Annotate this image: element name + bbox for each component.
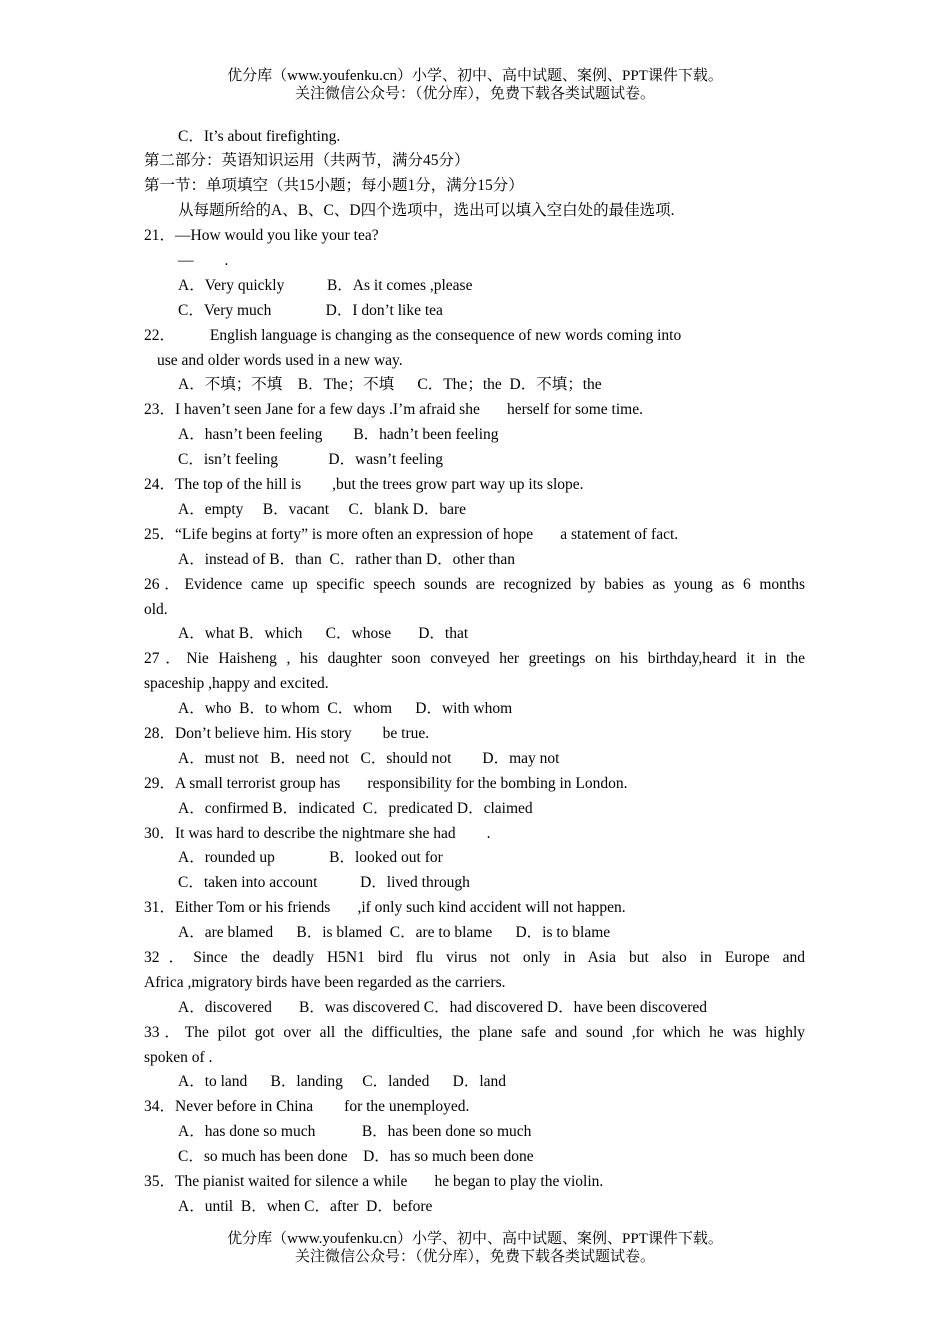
question-33-options: A．to land B．landing C．landed D．land [178,1073,507,1090]
question-22-options: A．不填；不填 B．The；不填 C．The；the D．不填；the [178,376,602,393]
question-25: 25．“Life begins at forty” is more often an expression of hope a statement of fact. [144,526,679,543]
question-35: 35．The pianist waited for silence a while he began to play the violin. [144,1173,604,1190]
question-24-options: A．empty B．vacant C．blank D．bare [178,501,466,518]
question-31-options: A．are blamed B．is blamed C．are to blame D．is to blame [178,924,611,941]
question-27: 27．Nie Haisheng , his daughter soon conveyed her greetings on his birthday,heard it in the [144,650,805,667]
question-23: 23．I haven’t seen Jane for a few days .I’m afraid she herself for some time. [144,401,643,418]
section-heading: 第二部分：英语知识运用（共两节，满分45分） [144,152,470,169]
question-33: 33．The pilot got over all the difficulties, the plane safe and sound ,for which he was highly [144,1024,805,1041]
question-30-options-cd: C．taken into account D．lived through [178,874,470,891]
question-21-options-ab: A．Very quickly B．As it comes ,please [178,277,473,294]
question-28: 28．Don’t believe him. His story be true. [144,725,430,742]
question-30: 30．It was hard to describe the nightmare she had . [144,825,491,842]
question-34: 34．Never before in China for the unemployed. [144,1098,470,1115]
question-27-options: A．who B．to whom C．whom D．with whom [178,700,513,717]
question-32-continued: Africa ,migratory birds have been regarded as the carriers. [144,974,506,991]
subsection-heading: 第一节：单项填空（共15小题；每小题1分，满分15分） [144,177,524,194]
question-22-continued: use and older words used in a new way. [157,352,403,369]
page-footer-line-2: 关注微信公众号：（优分库），免费下载各类试题试卷。 [294,1249,655,1265]
question-22: 22． English language is changing as the consequence of new words coming into [144,327,682,344]
question-29: 29．A small terrorist group has responsibility for the bombing in London. [144,775,628,792]
question-25-options: A．instead of B．than C．rather than D．other than [178,551,516,568]
question-28-options: A．must not B．need not C．should not D．may not [178,750,560,767]
question-34-options-cd: C．so much has been done D．has so much been done [178,1148,534,1165]
question-34-options-ab: A．has done so much B．has been done so much [178,1123,532,1140]
option-line: C．It’s about firefighting. [178,128,341,145]
page-header-line-1: 优分库（www.youfenku.cn）小学、初中、高中试题、案例、PPT课件下载。 [227,68,723,84]
question-29-options: A．confirmed B．indicated C．predicated D．claimed [178,800,533,817]
question-21-line-2: — . [178,252,229,269]
question-23-options-cd: C．isn’t feeling D．wasn’t feeling [178,451,444,468]
question-21-options-cd: C．Very much D．I don’t like tea [178,302,443,319]
question-23-options-ab: A．hasn’t been feeling B．hadn’t been feeling [178,426,499,443]
question-21: 21．—How would you like your tea? [144,227,379,244]
question-35-options: A．until B．when C．after D．before [178,1198,433,1215]
question-32-options: A．discovered B．was discovered C．had discovered D．have been discovered [178,999,707,1016]
page-footer-line-1: 优分库（www.youfenku.cn）小学、初中、高中试题、案例、PPT课件下载。 [227,1231,723,1247]
instructions: 从每题所给的A、B、C、D四个选项中，选出可以填入空白处的最佳选项. [178,202,675,219]
question-26: 26．Evidence came up specific speech sounds are recognized by babies as young as 6 months [144,576,805,593]
question-26-options: A．what B．which C．whose D．that [178,625,469,642]
question-33-continued: spoken of . [144,1049,213,1066]
question-32: 32．Since the deadly H5N1 bird flu virus not only in Asia but also in Europe and [144,949,805,966]
page-header-line-2: 关注微信公众号：（优分库），免费下载各类试题试卷。 [294,86,655,102]
question-31: 31．Either Tom or his friends ,if only such kind accident will not happen. [144,899,626,916]
question-26-continued: old. [144,601,168,618]
question-27-continued: spaceship ,happy and excited. [144,675,329,692]
question-30-options-ab: A．rounded up B．looked out for [178,849,443,866]
question-24: 24．The top of the hill is ,but the trees grow part way up its slope. [144,476,584,493]
